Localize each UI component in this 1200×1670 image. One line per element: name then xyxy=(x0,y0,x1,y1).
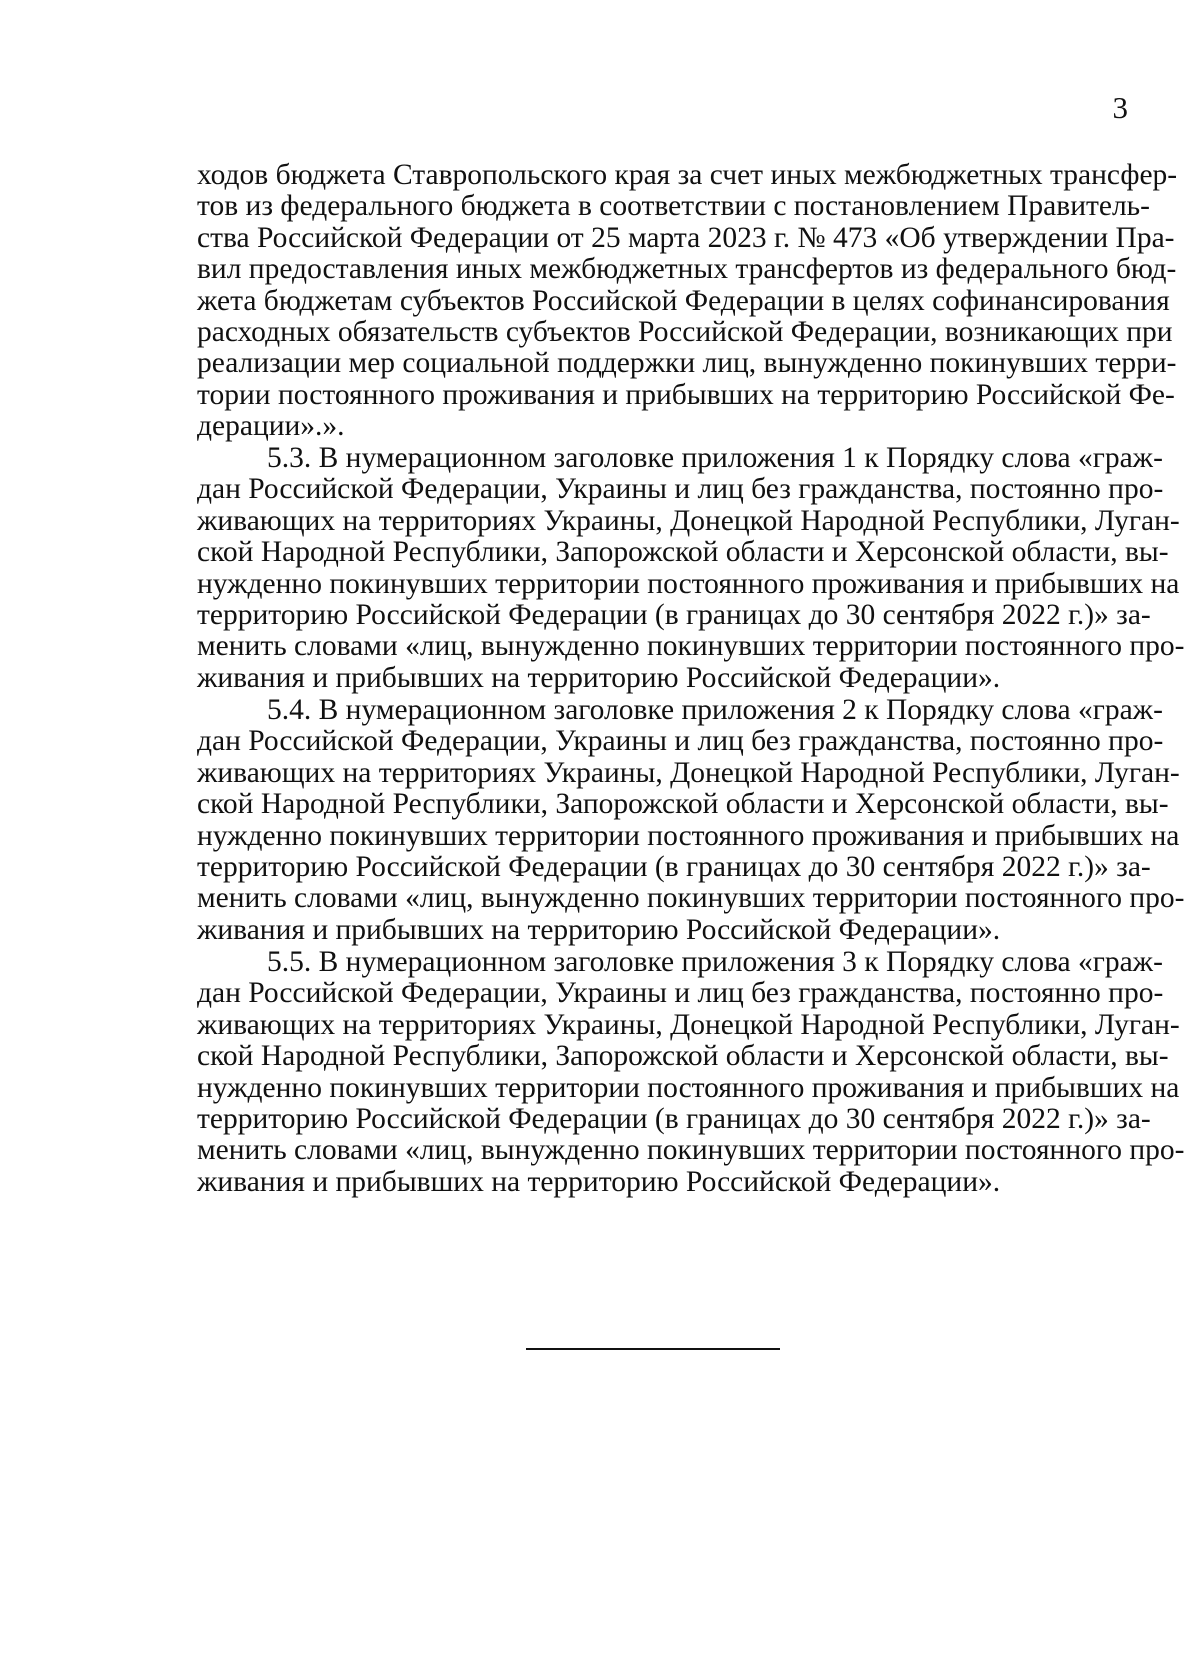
text-line: жета бюджетам субъектов Российской Федерации в целях софинансирования xyxy=(197,284,1170,317)
page-number: 3 xyxy=(1112,90,1128,125)
text-line: живания и прибывших на территорию Российской Федерации». xyxy=(197,661,1001,694)
text-line: нужденно покинувших территории постоянного проживания и прибывших на xyxy=(197,567,1180,600)
text-line: дан Российской Федерации, Украины и лиц без гражданства, постоянно про- xyxy=(197,725,1164,758)
text-line: ской Народной Республики, Запорожской области и Херсонской области, вы- xyxy=(197,788,1169,821)
text-line: территорию Российской Федерации (в границах до 30 сентября 2022 г.)» за- xyxy=(197,1102,1151,1135)
paragraph-5-5 xyxy=(197,946,1185,1198)
paragraph-5-3 xyxy=(197,442,1185,694)
text-line: тории постоянного проживания и прибывших на территорию Российской Фе- xyxy=(197,378,1175,411)
text-line: нужденно покинувших территории постоянного проживания и прибывших на xyxy=(197,819,1180,852)
text-line: менить словами «лиц, вынужденно покинувших территории постоянного про- xyxy=(197,630,1185,663)
text-line: реализации мер социальной поддержки лиц, вынужденно покинувших терри- xyxy=(197,347,1177,380)
text-line: живающих на территориях Украины, Донецкой Народной Республики, Луган- xyxy=(197,756,1180,789)
text-line: живания и прибывших на территорию Российской Федерации». xyxy=(197,913,1001,946)
text-line: расходных обязательств субъектов Российской Федерации, возникающих при xyxy=(197,315,1173,348)
text-line: живающих на территориях Украины, Донецкой Народной Республики, Луган- xyxy=(197,1008,1180,1041)
text-line: территорию Российской Федерации (в границах до 30 сентября 2022 г.)» за- xyxy=(197,850,1151,883)
text-line: ской Народной Республики, Запорожской области и Херсонской области, вы- xyxy=(197,536,1169,569)
text-line: живающих на территориях Украины, Донецкой Народной Республики, Луган- xyxy=(197,504,1180,537)
text-line: нужденно покинувших территории постоянного проживания и прибывших на xyxy=(197,1071,1180,1104)
text-line: менить словами «лиц, вынужденно покинувших территории постоянного про- xyxy=(197,882,1185,915)
end-of-document-rule xyxy=(526,1348,780,1350)
text-line: вил предоставления иных межбюджетных трансфертов из федерального бюд- xyxy=(197,253,1177,286)
text-line: 5.5. В нумерационном заголовке приложения 3 к Порядку слова «граж- xyxy=(267,946,1163,978)
text-line: дерации».». xyxy=(197,410,345,443)
text-line: 5.4. В нумерационном заголовке приложения 2 к Порядку слова «граж- xyxy=(267,694,1163,726)
text-line: ства Российской Федерации от 25 марта 2023 г. № 473 «Об утверждении Пра- xyxy=(197,221,1175,254)
text-line: менить словами «лиц, вынужденно покинувших территории постоянного про- xyxy=(197,1134,1185,1167)
text-line: дан Российской Федерации, Украины и лиц без гражданства, постоянно про- xyxy=(197,977,1164,1010)
text-line: тов из федерального бюджета в соответствии с постановлением Правитель- xyxy=(197,190,1150,223)
text-line: ской Народной Республики, Запорожской области и Херсонской области, вы- xyxy=(197,1040,1169,1073)
text-line: территорию Российской Федерации (в границах до 30 сентября 2022 г.)» за- xyxy=(197,598,1151,631)
text-line: 5.3. В нумерационном заголовке приложения 1 к Порядку слова «граж- xyxy=(267,442,1163,474)
paragraph-5-4 xyxy=(197,694,1185,946)
text-line: живания и прибывших на территорию Российской Федерации». xyxy=(197,1165,1001,1198)
text-line: дан Российской Федерации, Украины и лиц без гражданства, постоянно про- xyxy=(197,473,1164,506)
text-line: ходов бюджета Ставропольского края за счет иных межбюджетных трансфер- xyxy=(197,159,1178,191)
continuation-paragraph xyxy=(197,159,1178,443)
